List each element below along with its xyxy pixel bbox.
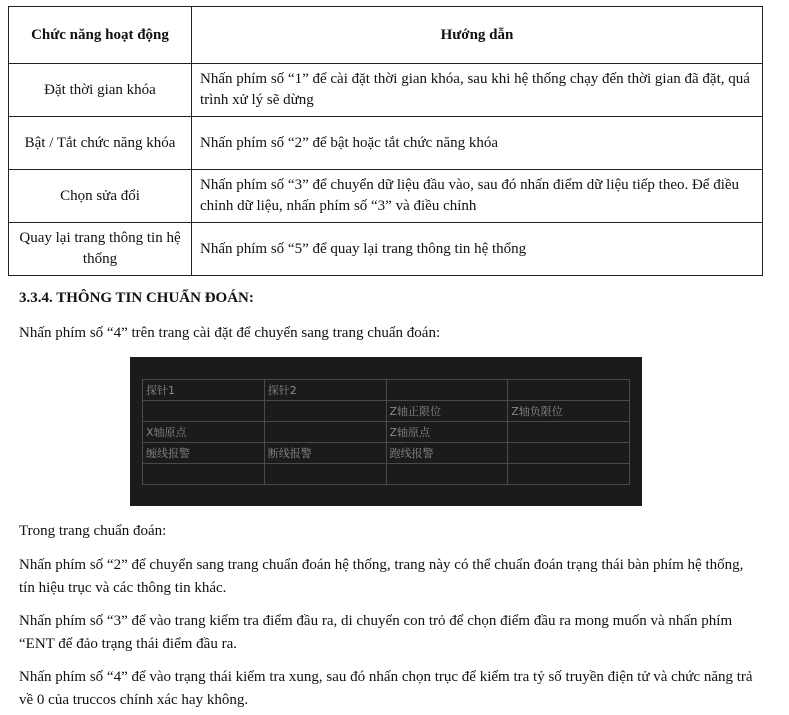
table-row [9, 170, 763, 223]
screen-row [143, 443, 630, 464]
screen-cell [386, 380, 508, 401]
key-4-paragraph: Nhấn phím số “4” để vào trạng thái kiểm tra xung, sau đó nhấn chọn trục để kiểm tra tỷ số truyền điện tử và chức năng trả về 0 của truccos chính xác hay không. [19, 669, 753, 708]
header-guide: Hướng dẫn [192, 7, 763, 64]
screen-cell: Z轴正限位 [386, 401, 508, 422]
header-function: Chức năng hoạt động [9, 7, 192, 64]
screen-row [143, 422, 630, 443]
screen-cell: Z轴原点 [386, 422, 508, 443]
screen-cell: X轴原点 [143, 422, 265, 443]
diagnostic-page-paragraph: Trong trang chuẩn đoán: [19, 523, 167, 539]
screen-cell [508, 464, 630, 485]
guide-cell: Nhấn phím số “1” để cài đặt thời gian khóa, sau khi hệ thống chạy đến thời gian đã đặt, quá trình xử lý sẽ dừng [192, 64, 763, 117]
screen-cell: 探针2 [264, 380, 386, 401]
table-row [9, 223, 763, 276]
screen-cell [508, 422, 630, 443]
screen-cell [386, 464, 508, 485]
screen-cell [143, 464, 265, 485]
screen-row [143, 401, 630, 422]
guide-cell: Nhấn phím số “2” để bật hoặc tắt chức năng khóa [192, 117, 763, 170]
screen-cell: 缠线报警 [143, 443, 265, 464]
key-3-paragraph: Nhấn phím số “3” để vào trang kiểm tra điểm đầu ra, di chuyển con trỏ để chọn điểm đầu ra mong muốn và nhấn phím “ENT để đảo trạng thái điểm đầu ra. [19, 613, 733, 652]
screen-cell [264, 422, 386, 443]
screen-row [143, 380, 630, 401]
screen-cell [264, 401, 386, 422]
diagnostic-screen-photo [130, 357, 642, 506]
table-header-row [9, 7, 763, 64]
screen-cell [508, 443, 630, 464]
screen-cell: 断线报警 [264, 443, 386, 464]
screen-cell: 跑线报警 [386, 443, 508, 464]
function-cell: Chọn sửa đổi [9, 170, 192, 223]
function-cell: Quay lại trang thông tin hệ thống [9, 223, 192, 276]
diagnostic-screen-grid [142, 379, 630, 485]
intro-paragraph: Nhấn phím số “4” trên trang cài đặt để chuyển sang trang chuẩn đoán: [19, 325, 441, 341]
function-cell: Bật / Tắt chức năng khóa [9, 117, 192, 170]
function-cell: Đặt thời gian khóa [9, 64, 192, 117]
screen-row [143, 464, 630, 485]
function-guide-table [8, 6, 763, 276]
guide-cell: Nhấn phím số “5” để quay lại trang thông tin hệ thống [192, 223, 763, 276]
table-row [9, 117, 763, 170]
table-row [9, 64, 763, 117]
key-2-paragraph: Nhấn phím số “2” để chuyển sang trang chuẩn đoán hệ thống, trang này có thể chuẩn đoán trạng thái bàn phím hệ thống, tín hiệu trục và các thông tin khác. [19, 557, 744, 596]
guide-cell: Nhấn phím số “3” để chuyển dữ liệu đầu vào, sau đó nhấn điểm dữ liệu tiếp theo. Để điều chỉnh dữ liệu, nhấn phím số “3” và điều chỉnh [192, 170, 763, 223]
screen-cell: 探针1 [143, 380, 265, 401]
section-heading: 3.3.4. THÔNG TIN CHUẨN ĐOÁN: [19, 290, 254, 306]
screen-cell [143, 401, 265, 422]
screen-cell [508, 380, 630, 401]
screen-cell: Z轴负限位 [508, 401, 630, 422]
screen-cell [264, 464, 386, 485]
